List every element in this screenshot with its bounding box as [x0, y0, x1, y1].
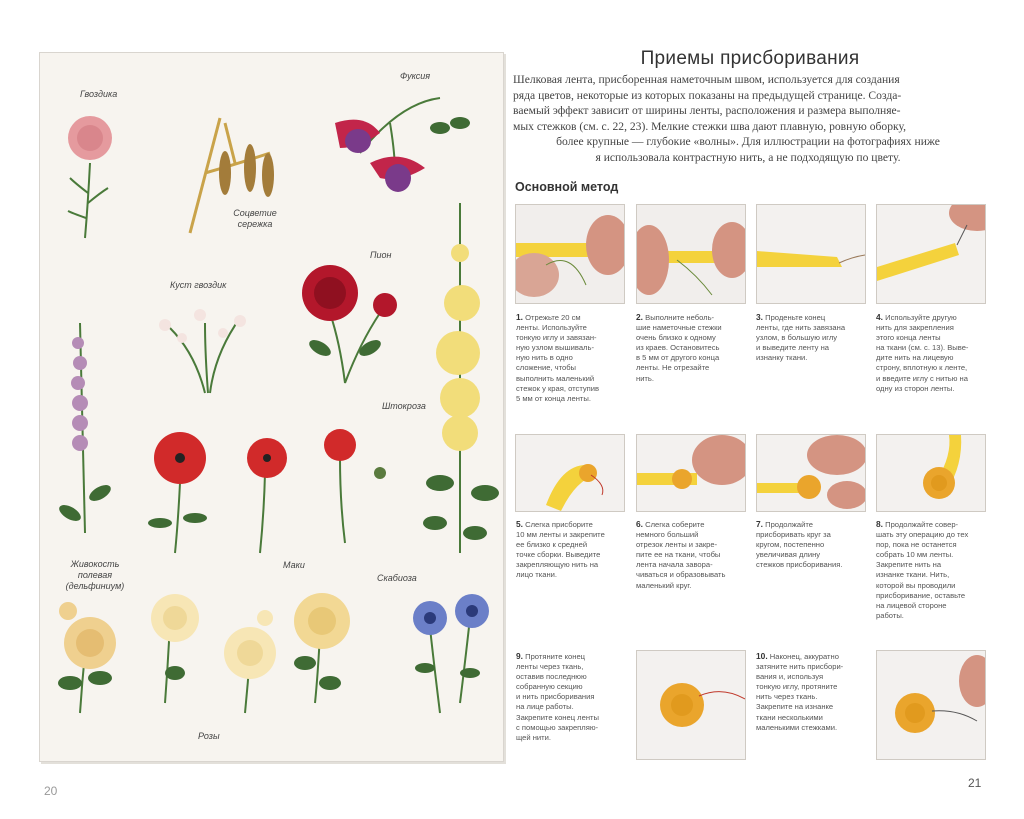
step-10-line: вания и, используя [756, 672, 824, 682]
step-1-line: сложение, чтобы [516, 363, 577, 373]
step-7-line: присборивать круг за [756, 530, 831, 540]
step-1-line: ную узлом вышиваль- [516, 343, 594, 353]
intro-line: я использовала контрастную нить, а не подходящую по цвету. [595, 150, 901, 164]
step-9-line: Закрепите конец ленты [516, 712, 599, 722]
step-8-number: 8. [876, 519, 883, 529]
step-8-line: которой вы проводили [876, 580, 956, 590]
label-delphinium-line2: полевая [77, 570, 113, 580]
label-delphinium-line1: Живокость [70, 559, 120, 569]
step-3-line: изнанку ткани. [756, 353, 808, 363]
step-8-line: на лицевой стороне [876, 600, 947, 610]
intro-line: более крупные — глубокие «волны». Для иллюстрации на фотографиях ниже [556, 135, 940, 149]
step-8-line: шать эту операцию до тех [876, 530, 969, 540]
step-3-text [756, 312, 866, 363]
step-9-line: на лице работы. [516, 702, 574, 712]
step-4-photo [876, 204, 986, 304]
step-8-line: Закрепите нить на [876, 560, 942, 570]
step-8-line: изнанке ткани. Нить, [876, 570, 950, 580]
step-3-line: 3. Проденьте конец [756, 312, 826, 322]
step-6-line: пите ее на ткани, чтобы [636, 550, 721, 560]
step-4-text [876, 312, 986, 394]
step-4-line: и введите иглу с нитью на [876, 373, 968, 383]
step-9-line: оставив последнюю [516, 672, 587, 682]
page-number-right: 21 [968, 776, 982, 790]
label-carnation: Гвоздика [80, 89, 118, 99]
step-7-line: увеличивая длину [756, 550, 821, 560]
step-3-line: и выведите ленту на [756, 343, 829, 353]
step-10-text [756, 651, 866, 733]
step-6-text [636, 519, 746, 591]
embroidered-flowers-illustration [40, 53, 503, 761]
step-9-line: и нить присборивания [516, 692, 595, 702]
step-5-line: ее близко к средней [516, 540, 588, 550]
step-3-line: узлом, в большую иглу [756, 333, 838, 343]
label-delphinium [60, 559, 130, 592]
step-5-line: 10 мм ленты и закрепите [516, 530, 605, 540]
step-6-line: маленький круг. [636, 580, 692, 590]
step-10-line: 10. Наконец, аккуратно [756, 651, 839, 661]
step-1-line: стежок у края, отступив [516, 383, 600, 393]
intro-line: Шелковая лента, присборенная наметочным швом, используется для создания [513, 73, 900, 86]
step-1-text [516, 312, 626, 404]
step-5-number: 5. [516, 519, 523, 529]
step-7-line: стежков присборивания. [756, 560, 843, 570]
label-inflorescence-line2: сережка [237, 219, 273, 229]
step-10-photo [876, 650, 986, 760]
flower-illustration-panel [39, 52, 504, 762]
step-8-line: присборивание, оставьте [876, 590, 966, 600]
label-inflorescence [230, 208, 280, 230]
step-8-line: собрать 10 мм ленты. [876, 550, 954, 560]
step-4-number: 4. [876, 312, 883, 322]
step-4-line: на ткани (см. с. 13). Выве- [876, 343, 969, 353]
label-peony: Пион [370, 250, 392, 260]
step-9-number: 9. [516, 651, 523, 661]
step-1-photo [515, 204, 625, 304]
label-scabiosa: Скабиоза [377, 573, 417, 583]
step-6-photo [636, 434, 746, 512]
step-2-line: шие наметочные стежки [636, 323, 722, 333]
step-9-line: собранную секцию [516, 682, 583, 692]
label-poppies: Маки [283, 560, 305, 570]
intro-line: ваемый эффект зависит от ширины ленты, расположения и размера выполняе- [513, 104, 901, 118]
intro-paragraph [513, 72, 983, 166]
label-inflorescence-line1: Соцветие [233, 208, 277, 218]
step-5-photo [515, 434, 625, 512]
step-1-line: выполнить маленький [516, 373, 595, 383]
step-5-line: лицо ткани. [516, 570, 558, 580]
page-title: Приемы присборивания [640, 48, 860, 69]
step-10-line: тонкую иглу, протяните [756, 682, 838, 692]
step-10-line: маленькими стежками. [756, 722, 838, 732]
step-7-photo [756, 434, 866, 512]
page-number-left: 20 [44, 784, 58, 798]
step-10-line: ткани несколькими [756, 712, 823, 722]
step-3-photo [756, 204, 866, 304]
label-fuchsia: Фуксия [400, 71, 431, 81]
step-10-line: затяните нить присбори- [756, 662, 844, 672]
step-1-number: 1. [516, 312, 523, 322]
step-9-line: с помощью закрепляю- [516, 722, 599, 732]
step-9-line: 9. Протяните конец [516, 651, 586, 661]
step-1-line: тонкую иглу и завязан- [516, 333, 597, 343]
step-10-number: 10. [756, 651, 768, 661]
step-8-line: работы. [876, 610, 904, 620]
step-9-line: ленты через ткань, [516, 662, 584, 672]
step-8-line: пор, пока не останется [876, 540, 957, 550]
step-7-text [756, 519, 866, 570]
intro-line: мых стежков (см. с. 22, 23). Мелкие стежки шва дают плавную, ровную оборку, [513, 119, 907, 133]
step-4-line: строну, вплотную к ленте, [876, 363, 968, 373]
step-6-line: отрезок ленты и закре- [636, 540, 718, 550]
step-2-line: очень близко к одному [636, 333, 716, 343]
step-1-line: ленты. Используйте [516, 323, 587, 333]
step-2-line: из краев. Остановитесь [636, 343, 720, 353]
intro-line: ряда цветов, некоторые из которых показаны на предыдущей странице. Созда- [513, 88, 902, 102]
step-2-text [636, 312, 746, 384]
label-hollyhock: Штокроза [382, 401, 426, 411]
step-9-line: щей нити. [516, 732, 552, 742]
step-2-line: 2. Выполните неболь- [636, 312, 715, 322]
step-8-line: 8. Продолжайте совер- [876, 519, 959, 529]
step-2-line: в 5 мм от другого конца [636, 353, 720, 363]
step-2-line: нить. [636, 373, 654, 383]
step-5-line: точке сборки. Выведите [516, 550, 601, 560]
section-heading: Основной метод [515, 180, 619, 194]
step-6-line: 6. Слегка соберите [636, 519, 705, 529]
step-2-line: ленты. Не отрезайте [636, 363, 710, 373]
step-9-text [516, 651, 626, 743]
step-5-line: 5. Слегка присборите [516, 519, 593, 529]
step-4-line: этого конца ленты [876, 333, 941, 343]
step-6-line: чиваться и образовывать [636, 570, 726, 580]
step-7-number: 7. [756, 519, 763, 529]
step-10-line: Закрепите на изнанке [756, 702, 834, 712]
step-4-line: 4. Используйте другую [876, 312, 957, 322]
label-roses: Розы [198, 731, 220, 741]
step-6-line: немного больший [636, 530, 699, 540]
label-delphinium-line3: (дельфиниум) [65, 581, 125, 591]
step-6-number: 6. [636, 519, 643, 529]
step-7-line: 7. Продолжайте [756, 519, 813, 529]
step-1-line: ную нить в одно [516, 353, 573, 363]
step-2-number: 2. [636, 312, 643, 322]
step-8-photo [876, 434, 986, 512]
step-3-number: 3. [756, 312, 763, 322]
step-1-line: 1. Отрежьте 20 см [516, 312, 581, 322]
step-5-text [516, 519, 626, 581]
step-3-line: ленты, где нить завязана [756, 323, 846, 333]
label-carnation-bush: Куст гвоздик [170, 280, 227, 290]
step-10-line: нить через ткань. [756, 692, 818, 702]
step-4-line: одну из сторон ленты. [876, 383, 955, 393]
step-8-text [876, 519, 986, 621]
step-6-line: лента начала завора- [636, 560, 713, 570]
step-4-line: нить для закрепления [876, 323, 954, 333]
step-4-line: дите нить на лицевую [876, 353, 954, 363]
step-2-photo [636, 204, 746, 304]
step-7-line: кругом, постепенно [756, 540, 825, 550]
step-1-line: 5 мм от конца ленты. [516, 393, 591, 403]
step-5-line: закрепляющую нить на [516, 560, 599, 570]
step-9-photo [636, 650, 746, 760]
